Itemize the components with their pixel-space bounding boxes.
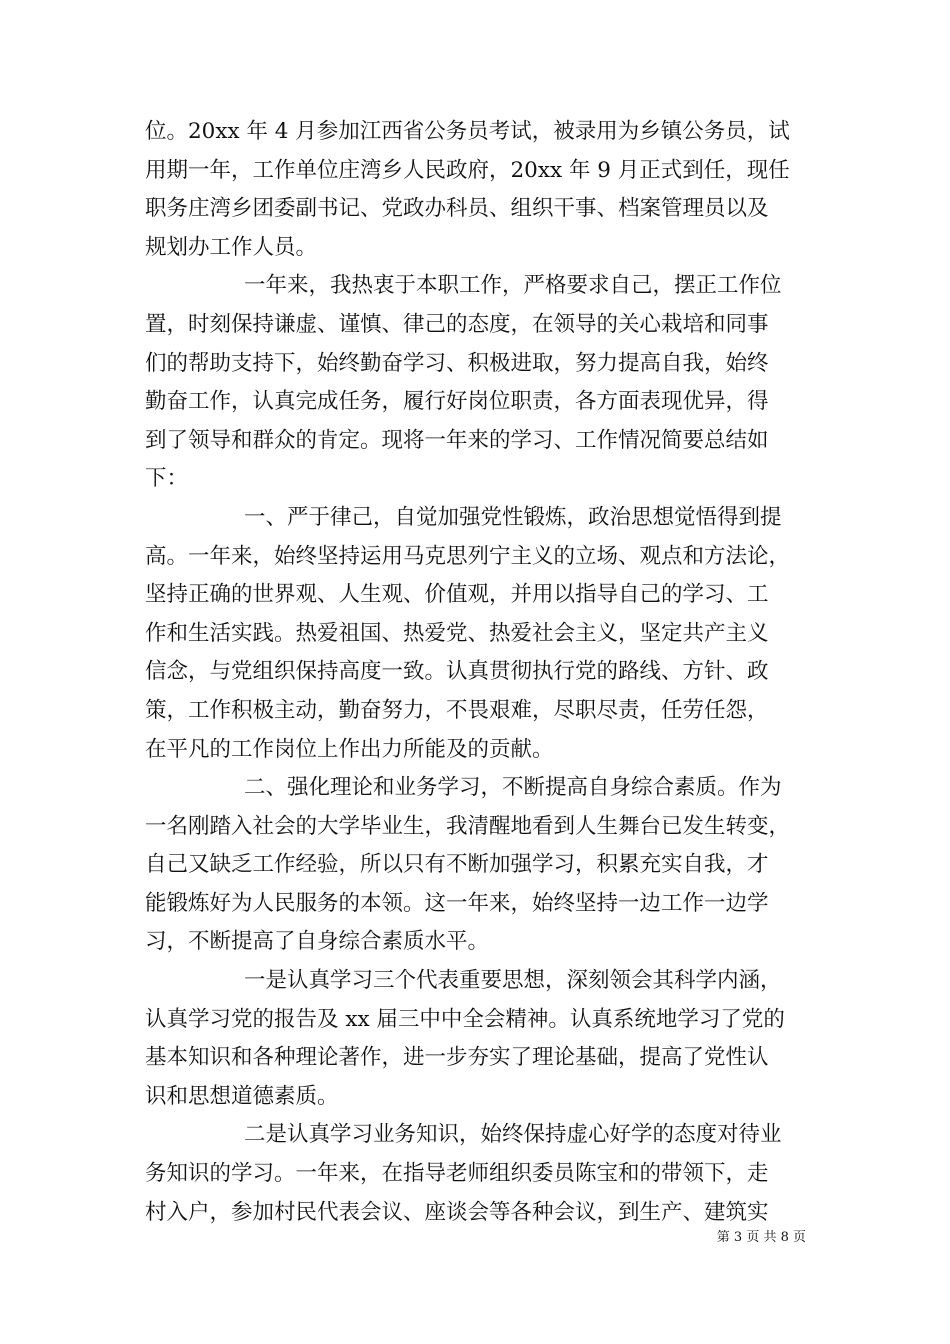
text-line: 习，不断提高了自身综合素质水平。: [145, 929, 490, 955]
text-line: 信念，与党组织保持高度一致。认真贯彻执行党的路线、方针、政: [145, 659, 769, 685]
text-line: 一是认真学习三个代表重要思想，深刻领会其科学内涵，: [244, 968, 782, 994]
text-line: 村入户，参加村民代表会议、座谈会等各种会议，到生产、建筑实: [145, 1199, 769, 1225]
text-line: 位。20xx 年 4 月参加江西省公务员考试，被录用为乡镇公务员，试: [145, 119, 790, 144]
text-line: 勤奋工作，认真完成任务，履行好岗位职责，各方面表现优异，得: [145, 389, 769, 415]
document-body: [145, 113, 807, 1232]
text-line: 认真学习党的报告及 xx 届三中中全会精神。认真系统地学习了党的: [145, 1006, 785, 1032]
paragraph: [145, 962, 807, 1116]
text-line: 基本知识和各种理论著作，进一步夯实了理论基础，提高了党性认: [145, 1045, 769, 1071]
paragraph: [145, 769, 807, 962]
text-line: 到了领导和群众的肯定。现将一年来的学习、工作情况简要总结如: [145, 427, 769, 453]
text-line: 们的帮助支持下，始终勤奋学习、积极进取，努力提高自我，始终: [145, 350, 769, 376]
text-line: 一年来，我热衷于本职工作，严格要求自己，摆正工作位: [244, 273, 782, 299]
text-line: 能锻炼好为人民服务的本领。这一年来，始终坚持一边工作一边学: [145, 890, 769, 916]
text-line: 二是认真学习业务知识，始终保持虚心好学的态度对待业: [244, 1122, 782, 1148]
text-line: 自己又缺乏工作经验，所以只有不断加强学习，积累充实自我，才: [145, 852, 769, 878]
text-line: 策，工作积极主动，勤奋努力，不畏艰难，尽职尽责，任劳任怨，: [145, 697, 769, 723]
text-line: 识和思想道德素质。: [145, 1083, 339, 1109]
text-line: 下：: [145, 466, 189, 492]
text-line: 职务庄湾乡团委副书记、党政办科员、组织干事、档案管理员以及: [145, 196, 769, 222]
paragraph: [145, 499, 807, 769]
text-line: 一、严于律己，自觉加强党性锻炼，政治思想觉悟得到提: [244, 504, 782, 530]
page-footer: 第 3 页 共 8 页: [716, 1230, 806, 1245]
text-line: 坚持正确的世界观、人生观、价值观，并用以指导自己的学习、工: [145, 582, 769, 608]
paragraph: [145, 267, 807, 499]
text-line: 务知识的学习。一年来，在指导老师组织委员陈宝和的带领下，走: [145, 1161, 769, 1187]
text-line: 二、强化理论和业务学习，不断提高自身综合素质。作为: [244, 775, 782, 801]
paragraph: [145, 113, 807, 267]
text-line: 作和生活实践。热爱祖国、热爱党、热爱社会主义，坚定共产主义: [145, 620, 769, 646]
text-line: 用期一年，工作单位庄湾乡人民政府，20xx 年 9 月正式到任，现任: [145, 157, 790, 183]
text-line: 一名刚踏入社会的大学毕业生，我清醒地看到人生舞台已发生转变，: [145, 813, 791, 839]
text-line: 规划办工作人员。: [145, 234, 318, 260]
text-line: 在平凡的工作岗位上作出力所能及的贡献。: [145, 736, 554, 762]
paragraph: [145, 1116, 807, 1232]
text-line: 高。一年来，始终坚持运用马克思列宁主义的立场、观点和方法论，: [145, 543, 791, 569]
text-line: 置，时刻保持谦虚、谨慎、律己的态度，在领导的关心栽培和同事: [145, 311, 769, 337]
